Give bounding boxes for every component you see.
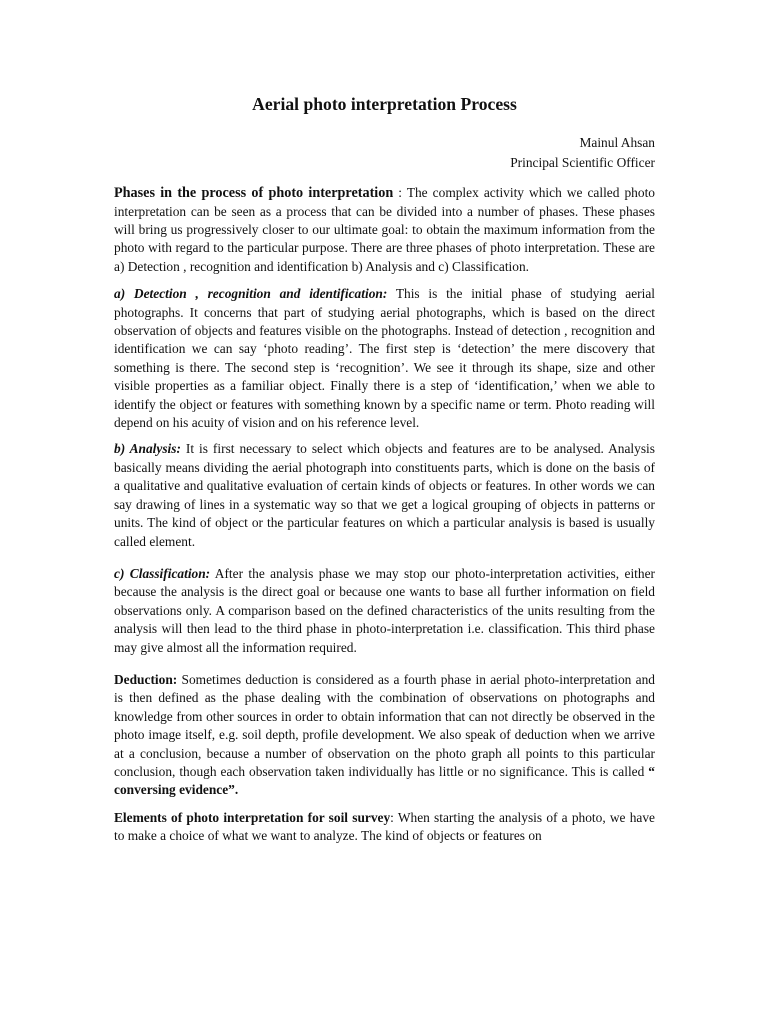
intro-paragraph [114,184,655,276]
author-name: Mainul Ahsan [579,135,655,150]
intro-text: The complex activity which we called photo interpretation can be seen as a process that can be divided into a number of phases. These phases will bring us progressively closer to our ultimate goal: to obtain the maximum information from the photo with regard to the particular purpose. There are three phases of photo interpretation. These are a) Detection , recognition and identification b) Analysis and c) Classification. [114,185,655,274]
deduction-paragraph [114,671,655,800]
author-block [114,133,655,172]
analysis-text: It is first necessary to select which objects and features are to be analysed. Analysis basically means dividing the aerial photograph into constituents parts, which is done on the basis of a qualitative and qualitative evaluation of certain kinds of objects or features. In other words we can say drawing of lines in a systematic way so that we get a logical grouping of objects in patterns or units. The kind of object or the particular features on which a particular analysis is based is usually called element. [114,441,655,549]
deduction-heading: Deduction: [114,671,178,687]
author-position: Principal Scientific Officer [510,154,655,170]
analysis-heading: b) Analysis: [114,441,181,457]
detection-text: This is the initial phase of studying aerial photographs. It concerns that part of studying aerial photographs, which is based on the direct observation of objects and features visible on the photographs. Instead of detection , recognition and identification we can say ‘photo reading’. The first step is ‘detection’ the mere discovery that something is there. The second step is ‘recognition’. We see it through its shape, size and other visible properties as a familiar object. Finally there is a step of ‘identification,’ when we able to identify the object or features with something known by a specific name or term. Photo reading will depend on his acuity of vision and on his reference level. [114,286,655,431]
elements-heading: Elements of photo interpretation for soil survey [114,809,391,825]
classification-paragraph [114,565,655,657]
classification-heading: c) Classification: [114,565,211,581]
elements-paragraph [114,809,655,846]
analysis-paragraph [114,440,655,550]
document-title: Aerial photo interpretation Process [252,94,517,114]
document-content [114,92,655,846]
intro-separator: : [393,185,407,201]
deduction-text: Sometimes deduction is considered as a fourth phase in aerial photo-interpretation and is then defined as the phase dealing with the combination of observations on photographs and knowledge from other sources in order to obtain information that can not directly be observed in the photo image itself, e.g. soil depth, profile development. We also speak of deduction when we arrive at a conclusion, because a number of observation on the photo graph all points to this particular conclusion, though each observation taken individually has little or no significance. This is called [114,671,655,779]
classification-text: After the analysis phase we may stop our photo-interpretation activities, either because the analysis is the direct goal or because one wants to base all further information on field observations only. A comparison based on the defined characteristics of the units resulting from the analysis will then lead to the third phase in photo-interpretation i.e. classification. This third phase may give almost all the information required. [114,565,655,655]
detection-paragraph [114,285,655,432]
elements-text: : When starting the analysis of a photo, we have to make a choice of what we want to analyze. The kind of objects or features on [114,809,655,844]
detection-heading: a) Detection , recognition and identification: [114,286,388,302]
intro-heading: Phases in the process of photo interpretation [114,185,394,202]
deduction-emphasis: “ conversing evidence”. [114,763,655,798]
